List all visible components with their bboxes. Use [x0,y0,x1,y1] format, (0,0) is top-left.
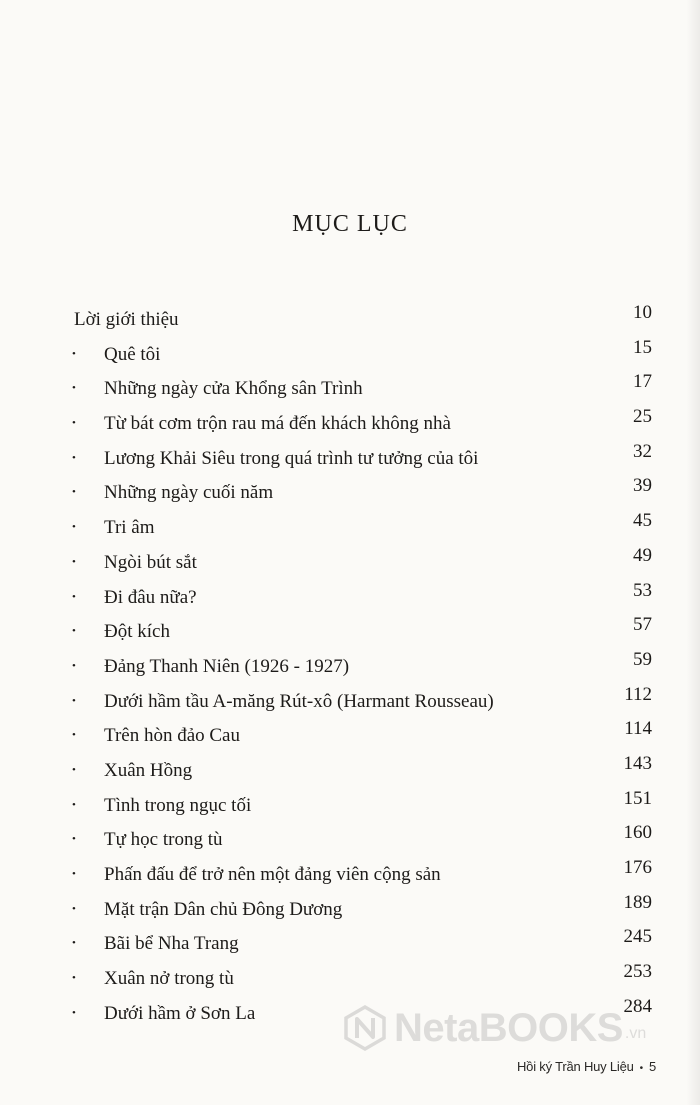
toc-entry-page: 143 [623,752,652,774]
toc-entry [0,647,700,682]
bullet-icon: • [72,451,76,464]
bullet-icon: • [72,729,76,742]
toc-entry-page: 284 [623,995,652,1017]
toc-entry-page: 53 [633,579,652,601]
bullet-icon: • [72,868,76,880]
table-of-contents [0,300,700,1028]
toc-entry-label: Mặt trận Dân chủ Đông Dương [104,898,343,920]
watermark-suffix: .vn [624,1025,647,1042]
toc-entry-label: Xuân nở trong tù [104,968,234,990]
toc-entry-page: 25 [633,406,652,428]
toc-entry-label: Xuân Hồng [104,759,193,781]
toc-entry [0,369,700,404]
bullet-icon: • [72,555,76,568]
toc-entry-page: 45 [633,510,652,532]
toc-entry-label: Đi đâu nữa? [104,586,197,608]
toc-entry-page: 245 [623,926,652,948]
bullet-icon: • [72,659,76,672]
toc-entry-label: Những ngày cuối năm [104,482,274,504]
toc-entry [0,751,700,786]
watermark-brand: NetaBOOKS [394,1005,623,1050]
toc-entry [0,924,700,959]
toc-entry-label: Dưới hầm ở Sơn La [104,1002,256,1024]
toc-entry-label: Từ bát cơm trộn rau má đến khách không nhà [104,413,451,435]
toc-entry-page: 253 [623,961,652,983]
toc-entry-label: Đột kích [104,621,170,643]
toc-entry-page: 57 [633,614,652,636]
page-title: MỤC LỤC [292,211,408,238]
toc-entry-page: 15 [633,336,652,358]
toc-entry-label: Phấn đấu để trở nên một đảng viên cộng sản [104,864,441,885]
toc-entry [0,682,700,717]
toc-entry [0,404,700,439]
bullet-icon: • [72,763,76,776]
bullet-icon: • [72,521,76,534]
bullet-icon: • [72,694,76,707]
toc-entry-intro [0,300,700,335]
bullet-icon: • [72,625,76,638]
footer-separator: • [639,1063,643,1074]
toc-entry [0,786,700,821]
toc-entry-page: 176 [623,857,652,878]
netabooks-logo-icon [342,1005,388,1051]
bullet-icon: • [72,798,76,811]
toc-entry-page: 32 [633,440,652,462]
toc-entry [0,716,700,751]
toc-entry [0,820,700,855]
toc-entry-label: Lời giới thiệu [74,309,179,330]
toc-entry-label: Tình trong ngục tối [104,794,252,816]
running-footer [517,1059,656,1074]
toc-entry-label: Những ngày cửa Khổng sân Trình [104,378,363,400]
watermark [342,1003,646,1053]
toc-entry [0,335,700,370]
toc-entry [0,959,700,994]
toc-entry-page: 49 [633,544,652,566]
toc-entry [0,612,700,647]
bullet-icon: • [72,590,76,603]
toc-entry-label: Dưới hầm tầu A-măng Rút-xô (Harmant Rousseau) [104,690,494,712]
toc-entry-label: Tự học trong tù [104,829,223,851]
running-title: Hồi ký Trần Huy Liệu [516,1059,634,1074]
toc-entry-page: 112 [624,683,652,705]
bullet-icon: • [72,833,76,846]
toc-entry-label: Ngòi bút sắt [104,551,197,573]
toc-entry-page: 39 [633,475,652,497]
bullet-icon: • [72,382,76,395]
toc-entry-page: 114 [624,718,652,740]
toc-entry-label: Trên hòn đảo Cau [104,725,240,747]
toc-entry [0,508,700,543]
toc-entry [0,890,700,925]
bullet-icon: • [72,417,76,430]
toc-entry [0,473,700,508]
toc-entry-page: 59 [633,648,652,670]
page-number: 5 [648,1059,656,1074]
bullet-icon: • [72,486,76,499]
toc-entry [0,543,700,578]
toc-entry [0,439,700,474]
bullet-icon: • [72,1006,76,1019]
toc-entry-label: Tri âm [104,517,155,539]
toc-entry [0,855,700,890]
toc-entry-label: Đảng Thanh Niên (1926 - 1927) [104,655,350,677]
bullet-icon: • [72,972,76,985]
toc-entry-page: 151 [623,787,652,809]
toc-entry [0,578,700,613]
toc-entry-label: Bãi bể Nha Trang [104,933,239,955]
toc-entry-page: 17 [633,371,652,393]
toc-entry-page: 160 [623,822,652,844]
toc-entry-label: Quê tôi [104,343,161,365]
bullet-icon: • [72,937,76,950]
toc-entry-page: 10 [633,302,652,323]
toc-list [0,335,700,1029]
toc-entry-page: 189 [623,891,652,913]
bullet-icon: • [72,347,76,360]
toc-entry-label: Lương Khải Siêu trong quá trình tư tưởng của tôi [104,447,479,469]
bullet-icon: • [72,902,76,915]
